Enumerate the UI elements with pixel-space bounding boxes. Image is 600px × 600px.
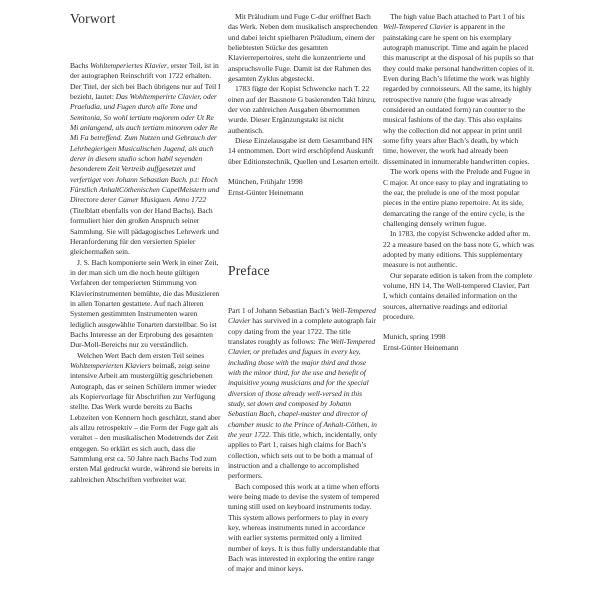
vorwort-author: Ernst-Günter Heinemann [228,187,304,197]
preface-heading: Preface [228,262,270,278]
vorwort-paragraph-4: Mit Präludium und Fuge C-dur eröffnet Bach das Werk. Neben dem musikalisch ansprechenden und dabei leicht spielbaren Präludium, einem der beliebtesten Stücke des gesamten Klavierrepertoires, steht die konzentrierte und anspruchsvolle Fuge. Damit ist der Rahmen des gesamten Zyklus abgesteckt. [228,12,378,84]
vorwort-paragraph-3: Welchen Wert Bach dem ersten Teil seines Wohltemperierten Klaviers beimaß, zeigt seine intensive Arbeit am mustergültig geschriebenen Autograph, das er seinen Schülern immer wieder als Kopiervorlage für Abschriften zur Verfügung stellte. Das Werk wurde bereits zu Bachs Lebzeiten von Kennern hoch geschätzt, stand aber als allzu retrospektiv – die Form der Fuge galt als veraltet – den musikalischen Modetrends der Zeit entgegen. So erklärt es sich auch, dass die Sammlung erst ca. 50 Jahre nach Bachs Tod zum ersten Mal gedruckt wurde, während sie bereits in zahlreichen Abschriften verbreitet war. [70,350,221,484]
preface-paragraph-4: The work opens with the Prelude and Fugue in C major. At once easy to play and ingratiating to the ear, the prelude is one of the most popular pieces in the entire piano repertoire. At its side, demarcating the range of the entire cycle, is the challenging densely written fugue. [383,167,530,228]
vorwort-paragraph-1: Bachs Wohltemperiertes Klavier, erster Teil, ist in der autographen Reinschrift von 1722 erhalten. Der Titel, der sich bei Bach übrigens nur auf Teil I bezieht, lautet: Das Wohltemperirte Clavier, oder Praeludia, und Fugen durch alle Tone und Semitonia, So wohl tertiam majorem oder Ut Re Mi anlangend, als auch tertiam minorem oder Re Mi Fa betreffend. Zum Nutzen und Gebrauch der Lehrbegierigen Musicalischen Jugend, als auch derer in diesem studio schon habil seyenden besonderem Zeit Vertreib auffgesetzet und verfertiget von Johann Sebastian Bach. p.t: Hoch Fürstlich AnhaltCöthenischen CapelMeistern und Directore derer Camer Musiquen. Anno 1722 (Titelblatt ebenfalls von der Hand Bachs). Bach formuliert hier den großen Anspruch seiner Sammlung. Sie will pädagogisches Lehrwerk und Heranforderung für den versierten Spieler gleichermaßen sein. [70,61,221,257]
preface-paragraph-5: In 1783, the copyist Schwencke added after m. 22 a measure based on the bass note G, which was adopted by many editions. This supplementary measure is not authentic. [383,229,534,270]
vorwort-heading: Vorwort [70,11,116,26]
preface-paragraph-2: Bach composed this work at a time when efforts were being made to devise the system of tempered tuning still used on keyboard instruments today. This system allows performers to play in every key, whereas instruments tuned in accordance with earlier systems permitted only a limited number of keys. It is thus fully understandable that Bach was interested in exploring the entire range of major and minor keys. [228,481,380,574]
preface-author: Ernst-Günter Heinemann [383,342,459,352]
vorwort-column [70,12,222,485]
vorwort-paragraph-6: Diese Einzelausgabe ist dem Gesamtband HN 14 entnommen. Dort wird erschöpfend Auskunft über Editionstechnik, Quellen und Lesarten erteilt. [228,136,380,166]
vorwort-paragraph-5: 1783 fügte der Kopist Schwencke nach T. 22 einen auf der Bassnote G basierenden Takt hinzu, der von zahlreichen Ausgaben übernommen wurde. Dieser Ergänzungstakt ist nicht authentisch. [228,84,376,135]
middle-column [228,12,380,575]
preface-paragraph-6: Our separate edition is taken from the complete volume, HN 14, The Well-tempered Clavier, Part I, which contains detailed information on the sources, alternative readings and editorial procedure. [383,270,533,321]
preface-paragraph-3: The high value Bach attached to Part 1 of his Well-Tempered Clavier is apparent in the painstaking care he spent on his exemplary autograph manuscript. Time and again he placed this manuscript at the disposal of his pupils so that they could make personal handwritten copies of it. Even during Bach’s lifetime the work was highly regarded by connoisseurs. All the same, its highly retrospective nature (the fugue was already considered an outdated form) ran counter to the musical fashions of the day. This also explains why the collection did not appear in print until some fifty years after Bach’s death, by which time, however, the work had already been disseminated in innumerable handwritten copies. [383,12,535,166]
preface-paragraph-1: Part 1 of Johann Sebastian Bach’s Well-Tempered Clavier has survived in a complete autograph fair copy dating from the year 1722. The title translates roughly as follows: The Well-Tempered Clavier, or preludes and fugues in every key, including those with the major third and those with the minor third, for the use and benefit of inquisitive young musicians and for the special diversion of those already well-versed in this study, set down and composed by Johann Sebastian Bach, chapel-master and director of chamber music to the Prince of Anhalt-Cöthen, in the year 1722. This title, which, incidentally, only applies to Part 1, raises high claims for Bach’s collection, which sets out to be both a manual of instruction and a challenge to accomplished performers. [228,305,377,481]
vorwort-place-date: München, Frühjahr 1998 [228,177,303,187]
preface-column [383,12,535,353]
preface-place-date: Munich, spring 1998 [383,332,446,342]
vorwort-paragraph-2: J. S. Bach komponierte sein Werk in einer Zeit, in der man sich um die noch heute gültigen Verfahren der temperierten Stimmung von Klavierinstrumenten bemühte, die das Musizieren in allen Tonarten gestattete. Auf nach älteren Systemen gestimmten Instrumenten waren lediglich ausgewählte Tonarten darstellbar. So ist Bachs Interesse an der Erprobung des gesamten Dur-Moll-Bereichs nur zu verständlich. [70,257,220,350]
